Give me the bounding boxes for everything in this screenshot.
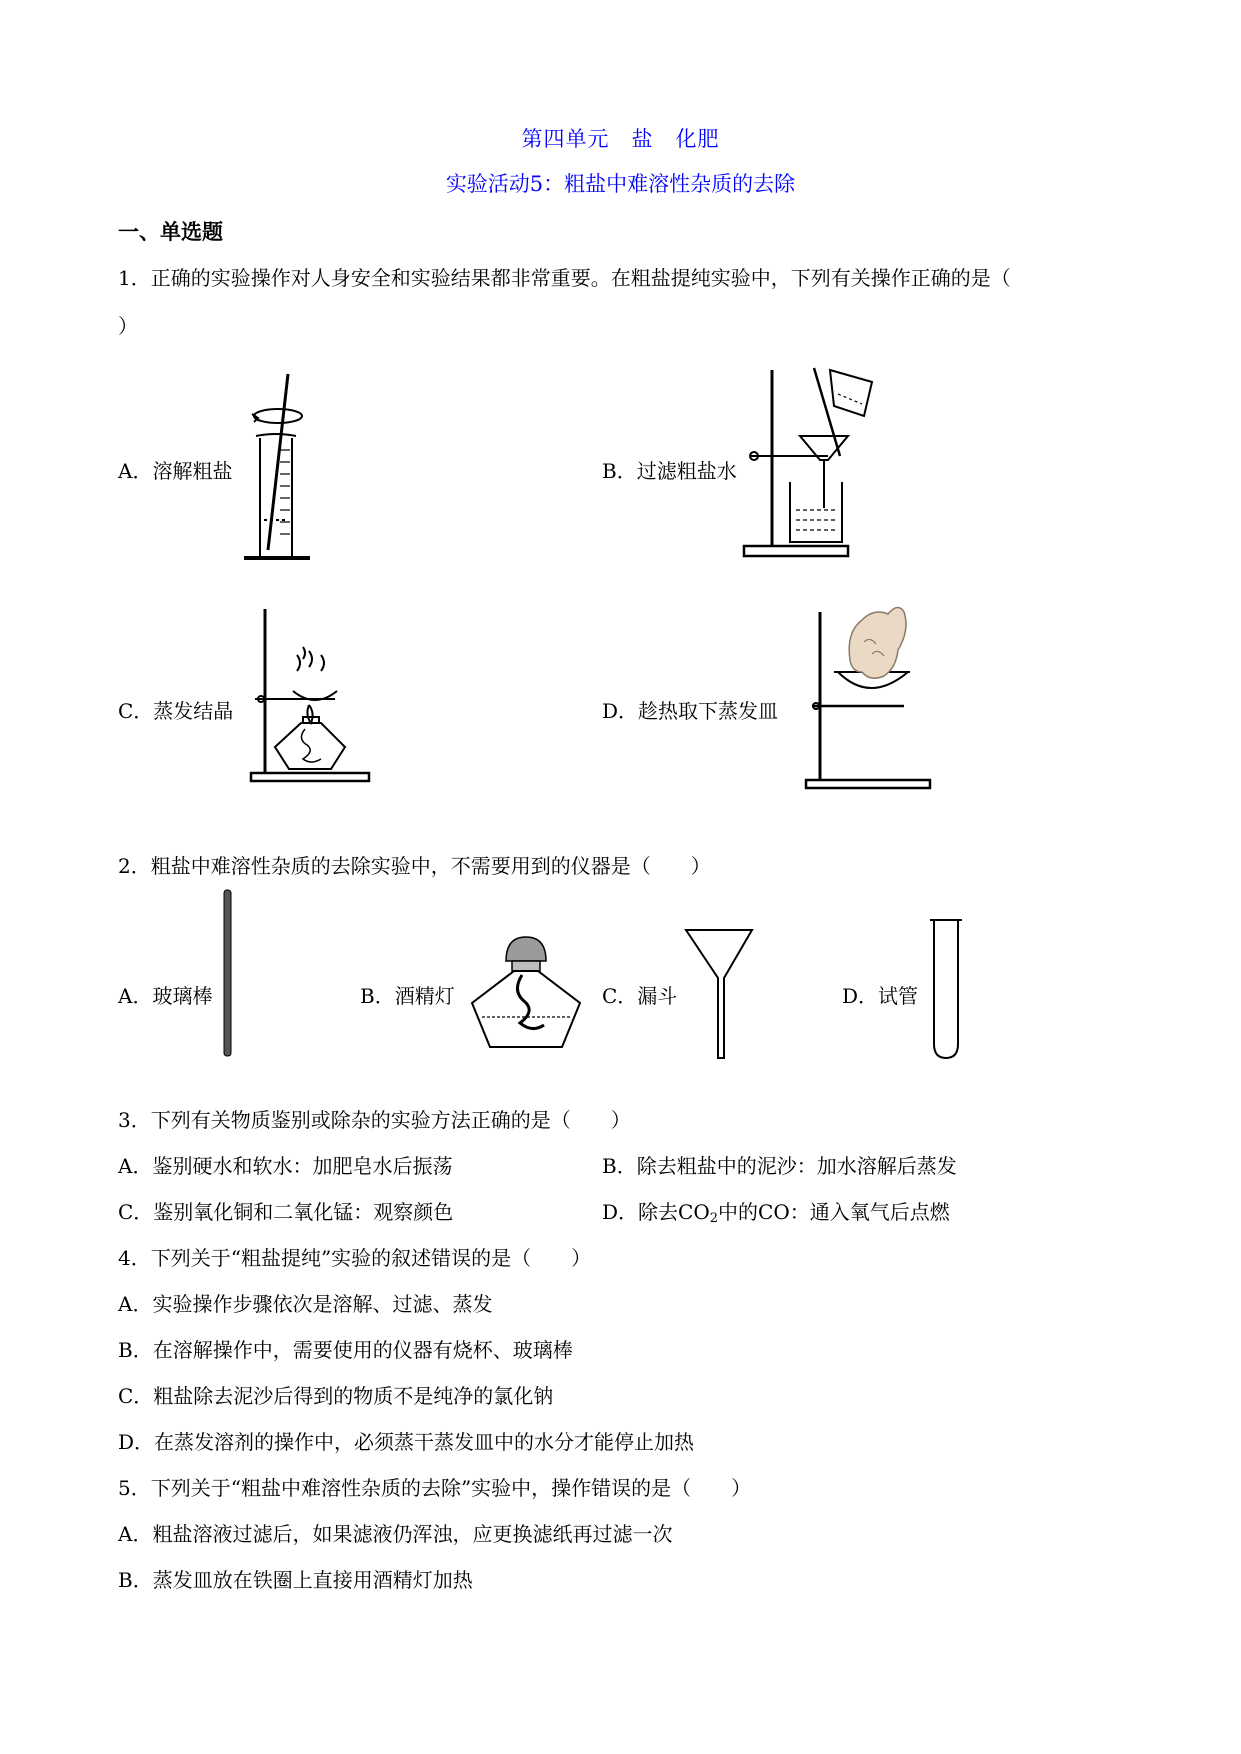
q2-option-a: A．玻璃棒 — [118, 984, 213, 1008]
q4-stem: 4．下列关于“粗盐提纯”实验的叙述错误的是（ ） — [118, 1246, 592, 1270]
q1-stem-line1: 1．正确的实验操作对人身安全和实验结果都非常重要。在粗盐提纯实验中，下列有关操作正确的是（ — [118, 266, 1011, 290]
q2-stem: 2．粗盐中难溶性杂质的去除实验中，不需要用到的仪器是（ ） — [118, 854, 711, 878]
funnel-figure — [684, 928, 756, 1062]
q3-option-b: B．除去粗盐中的泥沙：加水溶解后蒸发 — [602, 1154, 957, 1178]
q2-option-c: C．漏斗 — [602, 984, 678, 1008]
q1-option-d: D．趁热取下蒸发皿 — [602, 699, 779, 723]
q2-option-b: B．酒精灯 — [360, 984, 455, 1008]
q5-option-a: A．粗盐溶液过滤后，如果滤液仍浑浊，应更换滤纸再过滤一次 — [118, 1522, 673, 1546]
filtration-figure — [730, 360, 880, 560]
q4-option-d: D．在蒸发溶剂的操作中，必须蒸干蒸发皿中的水分才能停止加热 — [118, 1430, 695, 1454]
q3-stem: 3．下列有关物质鉴别或除杂的实验方法正确的是（ ） — [118, 1108, 631, 1132]
q3-option-d-text-pre: D．除去CO — [602, 1200, 710, 1224]
q5-option-b: B．蒸发皿放在铁圈上直接用酒精灯加热 — [118, 1568, 473, 1592]
q3-option-d-text-post: 中的CO：通入氧气后点燃 — [718, 1200, 950, 1224]
hand-removing-dish-figure — [800, 602, 940, 794]
test-tube-figure — [924, 916, 968, 1062]
dissolving-cylinder-figure — [240, 370, 330, 562]
q4-option-c: C．粗盐除去泥沙后得到的物质不是纯净的氯化钠 — [118, 1384, 554, 1408]
page-title: 第四单元 盐 化肥 — [521, 127, 720, 151]
q1-option-c: C．蒸发结晶 — [118, 699, 234, 723]
section-heading: 一、单选题 — [118, 220, 223, 244]
q1-stem-line2: ） — [118, 314, 138, 338]
q4-option-b: B．在溶解操作中，需要使用的仪器有烧杯、玻璃棒 — [118, 1338, 573, 1362]
q4-option-a: A．实验操作步骤依次是溶解、过滤、蒸发 — [118, 1292, 493, 1316]
glass-rod-figure — [222, 888, 234, 1060]
page-subtitle: 实验活动5：粗盐中难溶性杂质的去除 — [445, 172, 796, 196]
co2-subscript: 2 — [709, 1211, 719, 1226]
q3-option-d — [602, 1196, 950, 1226]
evaporation-figure — [245, 605, 375, 785]
q5-stem: 5．下列关于“粗盐中难溶性杂质的去除”实验中，操作错误的是（ ） — [118, 1476, 752, 1500]
q3-option-c: C．鉴别氧化铜和二氧化锰：观察颜色 — [118, 1200, 454, 1224]
alcohol-lamp-figure — [462, 935, 592, 1055]
q1-option-b: B．过滤粗盐水 — [602, 459, 737, 483]
q1-option-a: A．溶解粗盐 — [118, 459, 233, 483]
q2-option-d: D．试管 — [842, 984, 919, 1008]
q3-option-a: A．鉴别硬水和软水：加肥皂水后振荡 — [118, 1154, 453, 1178]
